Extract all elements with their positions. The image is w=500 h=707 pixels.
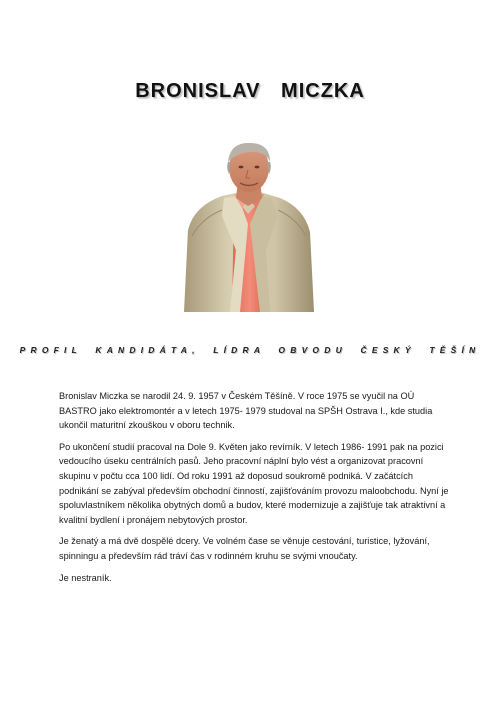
paragraph-career: Po ukončení studií pracoval na Dole 9. Květen jako revírník. V letech 1986- 1991 pak na pozici vedoucího úseku centrálních pasů. Jeho pracovní náplní bylo vést a organizovat pracovní skupinu v počtu cca 100 lidí. Od roku 1991 až doposud soukromě podniká. V začátcích podnikání se zabýval především obchodní činností, zajišťováním provozu maloobchodu. Nyní je spoluvlastníkem několika obytných domů a budov, které modernizuje a zajišťuje tak atraktivní a kvalitní bydlení i pronájem nebytových prostor. [59, 441, 449, 525]
biography-text [59, 389, 449, 592]
portrait-photo [182, 140, 316, 312]
document-subtitle: PROFIL KANDIDÁTA, LÍDRA OBVODU ČESKÝ TĚŠÍN [19, 345, 481, 355]
document-title: BRONISLAV MICZKA [135, 80, 365, 102]
paragraph-political-status: Je nestraník. [59, 572, 112, 583]
paragraph-birth-education: Bronislav Miczka se narodil 24. 9. 1957 v Českém Těšíně. V roce 1975 se vyučil na OÚ BASTRO jako elektromontér a v letech 1975- 1979 studoval na SPŠH Ostrava I., kde studia ukončil maturitní zkouškou v oboru technik. [59, 391, 433, 431]
paragraph-family-hobbies: Je ženatý a má dvě dospělé dcery. Ve volném čase se věnuje cestování, turistice, lyžování, spinningu a především rád tráví čas v rodinném kruhu se svými vnoučaty. [59, 536, 430, 561]
